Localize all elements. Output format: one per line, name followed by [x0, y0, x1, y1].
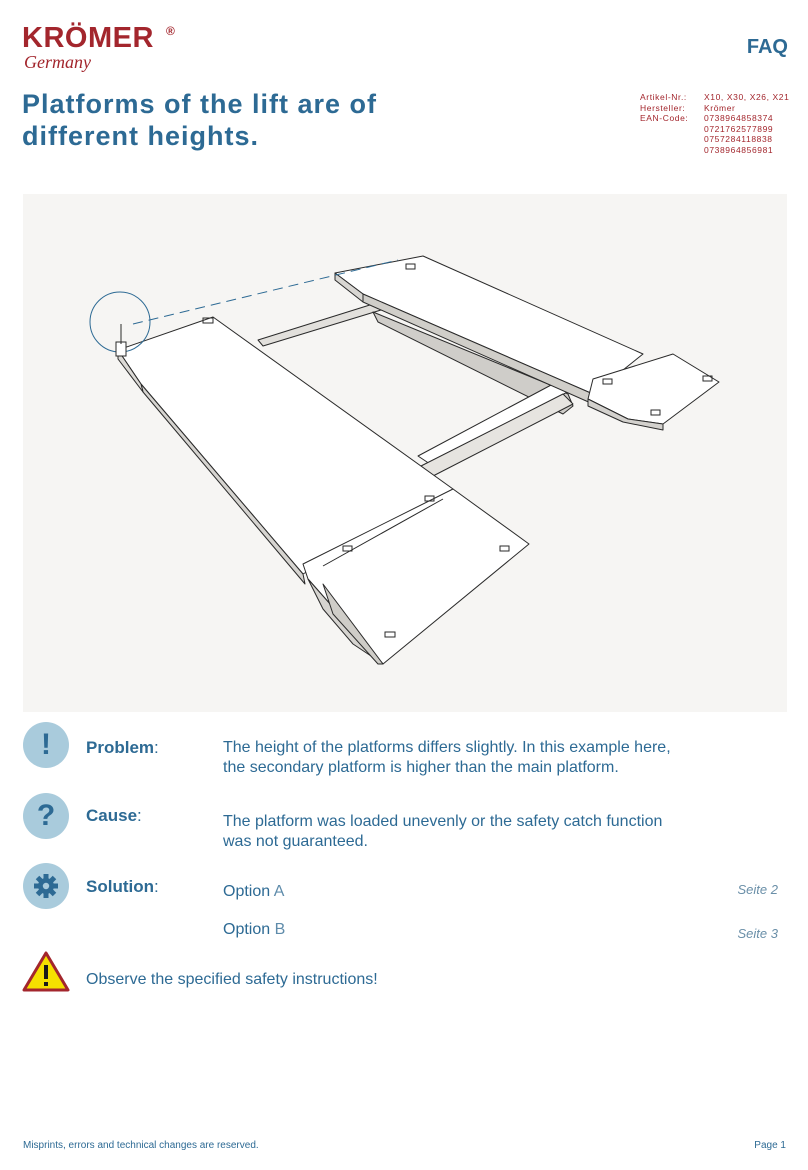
problem-label	[86, 738, 159, 758]
option-b-link[interactable]	[223, 920, 693, 940]
footer-disclaimer: Misprints, errors and technical changes are reserved.	[23, 1140, 259, 1151]
solution-colon: :	[153, 877, 159, 896]
meta-ean: 0757284118838	[704, 134, 773, 144]
option-b-letter: B	[274, 921, 286, 938]
meta-ean: 0738964858374	[704, 113, 774, 123]
exclamation-icon: !	[23, 722, 69, 768]
meta-label-manufacturer: Hersteller:	[640, 102, 686, 113]
option-b-prefix: Option	[223, 921, 275, 938]
page-number: Page 1	[754, 1140, 786, 1151]
section-label: FAQ	[746, 36, 788, 58]
problem-label-text: Problem	[86, 738, 155, 757]
cause-label-text: Cause	[86, 806, 138, 825]
meta-ean: 0738964856981	[704, 144, 774, 155]
option-a-letter: A	[273, 883, 285, 900]
meta-ean: 0721762577899	[704, 123, 774, 134]
scissor-lift-platforms-illustration	[23, 194, 787, 712]
question-icon: ?	[23, 793, 69, 839]
problem-colon: :	[154, 738, 159, 757]
option-a-link[interactable]	[223, 882, 693, 902]
meta-article: X10, X30, X26, X21	[704, 92, 790, 102]
brand-subtitle: Germany	[24, 52, 91, 72]
gear-icon	[23, 863, 69, 909]
meta-label-article: Artikel-Nr.:	[640, 92, 687, 102]
cause-text: The platform was loaded unevenly or the safety catch function was not guaranteed.	[223, 813, 663, 850]
lift-illustration	[23, 194, 787, 712]
safety-notice: Observe the specified safety instructions!	[86, 971, 378, 988]
gear-icon-graphic	[23, 863, 69, 909]
option-b-page[interactable]: Seite 3	[737, 926, 778, 941]
warning-triangle-icon	[21, 950, 71, 994]
option-a-page[interactable]: Seite 2	[737, 882, 778, 897]
option-a-prefix: Option	[223, 883, 274, 900]
brand-name: KRÖMER	[22, 22, 154, 54]
registered-mark: ®	[166, 24, 175, 38]
page-title: Platforms of the lift are of different heights.	[22, 89, 378, 151]
solution-label	[86, 877, 159, 897]
meta-label-ean: EAN-Code:	[640, 113, 689, 123]
problem-text: The height of the platforms differs slightly. In this example here, the secondary platform is higher than the main platform.	[223, 739, 671, 776]
cause-colon: :	[137, 806, 142, 825]
brand-logo	[22, 22, 182, 74]
solution-label-text: Solution	[86, 877, 154, 896]
meta-manufacturer: Krömer	[704, 102, 736, 113]
cause-label	[86, 806, 142, 826]
